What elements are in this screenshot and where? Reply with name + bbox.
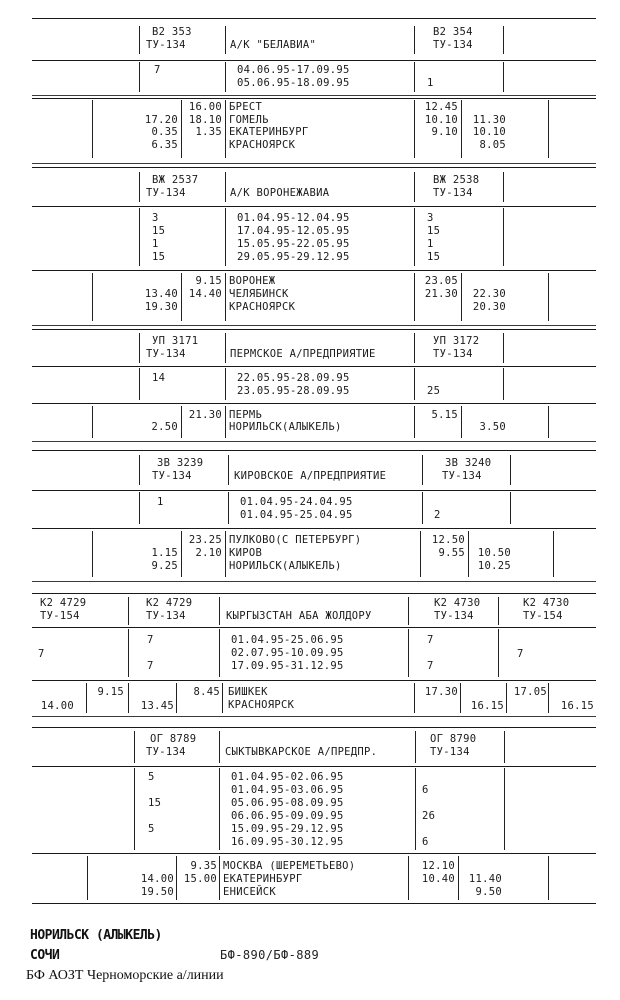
period: 15.05.95-22.05.95: [237, 238, 350, 250]
airline-name: ПЕРМСКОЕ А/ПРЕДПРИЯТИЕ: [230, 348, 376, 360]
time: 10.10: [424, 114, 458, 126]
station: КРАСНОЯРСК: [229, 301, 296, 313]
rule: [32, 727, 596, 728]
airline-name: КЫРГЫЗСТАН АБА ЖОЛДОРУ: [226, 610, 372, 622]
aircraft-type-out: ТУ-134: [146, 610, 186, 622]
station: БИШКЕК: [228, 686, 268, 698]
station: ПЕРМЬ: [229, 409, 263, 421]
rule: [32, 60, 596, 61]
aircraft-type-left: ТУ-154: [40, 610, 80, 622]
rule: [32, 766, 596, 767]
time: 0.35: [151, 126, 178, 138]
period: 17.04.95-12.05.95: [237, 225, 350, 237]
days-of-week: 1: [157, 496, 164, 508]
period: 16.09.95-30.12.95: [231, 836, 344, 848]
station: ПУЛКОВО(С ПЕТЕРБУРГ): [229, 534, 362, 546]
flight-number-left: К2 4729: [40, 597, 87, 609]
days-of-week: 1: [427, 238, 434, 250]
time: 2.10: [195, 547, 222, 559]
time: 9.15: [97, 686, 124, 698]
period: 01.04.95-24.04.95: [240, 496, 353, 508]
station: ГОМЕЛЬ: [229, 114, 269, 126]
time: 13.45: [140, 700, 174, 712]
rule: [32, 270, 596, 271]
station: ЕНИСЕЙСК: [223, 886, 276, 898]
aircraft-type-in: ТУ-134: [430, 746, 470, 758]
flight-number-in: ЗВ 3240: [445, 457, 492, 469]
period: 29.05.95-29.12.95: [237, 251, 350, 263]
aircraft-type-right: ТУ-154: [523, 610, 563, 622]
rule: [32, 163, 596, 164]
flight-number-in: К2 4730: [434, 597, 481, 609]
station: НОРИЛЬСК(АЛЫКЕЛЬ): [229, 560, 342, 572]
days-of-week: 7: [147, 634, 154, 646]
destination-city: СОЧИ: [30, 948, 60, 963]
days-of-week: 15: [148, 797, 162, 809]
station: КРАСНОЯРСК: [229, 139, 296, 151]
aircraft-type-out: ТУ-134: [152, 470, 192, 482]
flight-number-out: В2 353: [152, 26, 192, 38]
time: 12.10: [421, 860, 455, 872]
station: БРЕСТ: [229, 101, 263, 113]
rule: [32, 325, 596, 326]
flight-number-out: УП 3171: [152, 335, 199, 347]
period: 15.09.95-29.12.95: [231, 823, 344, 835]
days-of-week: 6: [422, 784, 429, 796]
time: 11.40: [468, 873, 502, 885]
days-of-week: 15: [152, 251, 166, 263]
days-of-week: 25: [427, 385, 441, 397]
rule: [32, 490, 596, 491]
days-of-week: 7: [38, 648, 45, 660]
period: 05.06.95-08.09.95: [231, 797, 344, 809]
aircraft-type-in: ТУ-134: [433, 39, 473, 51]
rule: [32, 528, 596, 529]
time: 8.45: [193, 686, 220, 698]
time: 16.15: [560, 700, 594, 712]
rule: [32, 206, 596, 207]
time: 21.30: [188, 409, 222, 421]
days-of-week: 7: [427, 660, 434, 672]
days-of-week: 15: [152, 225, 166, 237]
days-of-week: 7: [427, 634, 434, 646]
flight-number-out: ВЖ 2537: [152, 174, 199, 186]
period: 05.06.95-18.09.95: [237, 77, 350, 89]
flight-number-out: ОГ 8789: [150, 733, 197, 745]
time: 18.10: [188, 114, 222, 126]
aircraft-type-in: ТУ-134: [434, 610, 474, 622]
time: 19.30: [144, 301, 178, 313]
aircraft-type-in: ТУ-134: [433, 187, 473, 199]
time: 14.00: [140, 873, 174, 885]
flight-number-in: ОГ 8790: [430, 733, 477, 745]
period: 01.04.95-03.06.95: [231, 784, 344, 796]
period: 23.05.95-28.09.95: [237, 385, 350, 397]
time: 14.00: [40, 700, 74, 712]
rule: [32, 581, 596, 582]
flight-number-right: К2 4730: [523, 597, 570, 609]
flight-number-in: УП 3172: [433, 335, 480, 347]
time: 2.50: [151, 421, 178, 433]
time: 16.15: [470, 700, 504, 712]
days-of-week: 15: [427, 225, 441, 237]
time: 12.50: [431, 534, 465, 546]
days-of-week: 5: [148, 771, 155, 783]
days-of-week: 5: [148, 823, 155, 835]
aircraft-type-out: ТУ-134: [146, 746, 186, 758]
days-of-week: 3: [152, 212, 159, 224]
time: 10.50: [477, 547, 511, 559]
days-of-week: 2: [434, 509, 441, 521]
aircraft-type-out: ТУ-134: [146, 39, 186, 51]
time: 8.05: [479, 139, 506, 151]
time: 16.00: [188, 101, 222, 113]
time: 17.05: [513, 686, 547, 698]
station: ЕКАТЕРИНБУРГ: [229, 126, 309, 138]
days-of-week: 15: [427, 251, 441, 263]
rule: [32, 95, 596, 96]
station: ЕКАТЕРИНБУРГ: [223, 873, 303, 885]
time: 12.45: [424, 101, 458, 113]
time: 9.55: [438, 547, 465, 559]
airline-name: КИРОВСКОЕ А/ПРЕДПРИЯТИЕ: [234, 470, 387, 482]
aircraft-type-in: ТУ-134: [433, 348, 473, 360]
time: 9.25: [151, 560, 178, 572]
time: 19.50: [140, 886, 174, 898]
days-of-week: 14: [152, 372, 166, 384]
time: 23.25: [188, 534, 222, 546]
rule: [32, 627, 596, 628]
station: КИРОВ: [229, 547, 263, 559]
airline-footer: БФ АОЗТ Черноморские а/линии: [26, 968, 224, 983]
rule: [32, 853, 596, 854]
time: 10.25: [477, 560, 511, 572]
time: 23.05: [424, 275, 458, 287]
rule: [32, 98, 596, 99]
time: 13.40: [144, 288, 178, 300]
days-of-week: 7: [154, 64, 161, 76]
time: 1.15: [151, 547, 178, 559]
time: 15.00: [183, 873, 217, 885]
rule: [32, 716, 596, 717]
time: 11.30: [472, 114, 506, 126]
days-of-week: 26: [422, 810, 436, 822]
rule: [32, 18, 596, 19]
days-of-week: 3: [427, 212, 434, 224]
period: 01.04.95-02.06.95: [231, 771, 344, 783]
rule: [32, 441, 596, 442]
station: КРАСНОЯРСК: [228, 699, 295, 711]
flight-number-out: К2 4729: [146, 597, 193, 609]
airline-name: А/К ВОРОНЕЖАВИА: [230, 187, 330, 199]
period: 01.04.95-25.04.95: [240, 509, 353, 521]
station: ВОРОНЕЖ: [229, 275, 276, 287]
aircraft-type-out: ТУ-134: [146, 348, 186, 360]
rule: [32, 593, 596, 594]
time: 10.40: [421, 873, 455, 885]
days-of-week: 7: [517, 648, 524, 660]
station: ЧЕЛЯБИНСК: [229, 288, 289, 300]
rule: [32, 167, 596, 168]
airline-name: СЫКТЫВКАРСКОЕ А/ПРЕДПР.: [225, 746, 378, 758]
days-of-week: 1: [427, 77, 434, 89]
aircraft-type-out: ТУ-134: [146, 187, 186, 199]
time: 9.15: [195, 275, 222, 287]
flight-number-in: В2 354: [433, 26, 473, 38]
time: 20.30: [472, 301, 506, 313]
period: 01.04.95-12.04.95: [237, 212, 350, 224]
flight-number-out: ЗВ 3239: [157, 457, 204, 469]
period: 02.07.95-10.09.95: [231, 647, 344, 659]
time: 21.30: [424, 288, 458, 300]
rule: [32, 329, 596, 330]
period: 17.09.95-31.12.95: [231, 660, 344, 672]
destination-heading: НОРИЛЬСК (АЛЫКЕЛЬ): [30, 928, 162, 943]
period: 01.04.95-25.06.95: [231, 634, 344, 646]
airline-name: А/К "БЕЛАВИА": [230, 39, 317, 51]
time: 14.40: [188, 288, 222, 300]
time: 6.35: [151, 139, 178, 151]
station: МОСКВА (ШЕРЕМЕТЬЕВО): [223, 860, 356, 872]
rule: [32, 903, 596, 904]
flight-number-in: ВЖ 2538: [433, 174, 480, 186]
time: 17.20: [144, 114, 178, 126]
time: 9.50: [475, 886, 502, 898]
period: 22.05.95-28.09.95: [237, 372, 350, 384]
time: 9.10: [431, 126, 458, 138]
days-of-week: 7: [147, 660, 154, 672]
time: 22.30: [472, 288, 506, 300]
aircraft-type-in: ТУ-134: [442, 470, 482, 482]
rule: [32, 366, 596, 367]
time: 5.15: [431, 409, 458, 421]
time: 10.10: [472, 126, 506, 138]
flight-codes: БФ-890/БФ-889: [220, 948, 320, 962]
time: 9.35: [190, 860, 217, 872]
period: 06.06.95-09.09.95: [231, 810, 344, 822]
time: 1.35: [195, 126, 222, 138]
days-of-week: 1: [152, 238, 159, 250]
rule: [32, 450, 596, 451]
station: НОРИЛЬСК(АЛЫКЕЛЬ): [229, 421, 342, 433]
period: 04.06.95-17.09.95: [237, 64, 350, 76]
time: 3.50: [479, 421, 506, 433]
rule: [32, 403, 596, 404]
time: 17.30: [424, 686, 458, 698]
rule: [32, 680, 596, 681]
days-of-week: 6: [422, 836, 429, 848]
